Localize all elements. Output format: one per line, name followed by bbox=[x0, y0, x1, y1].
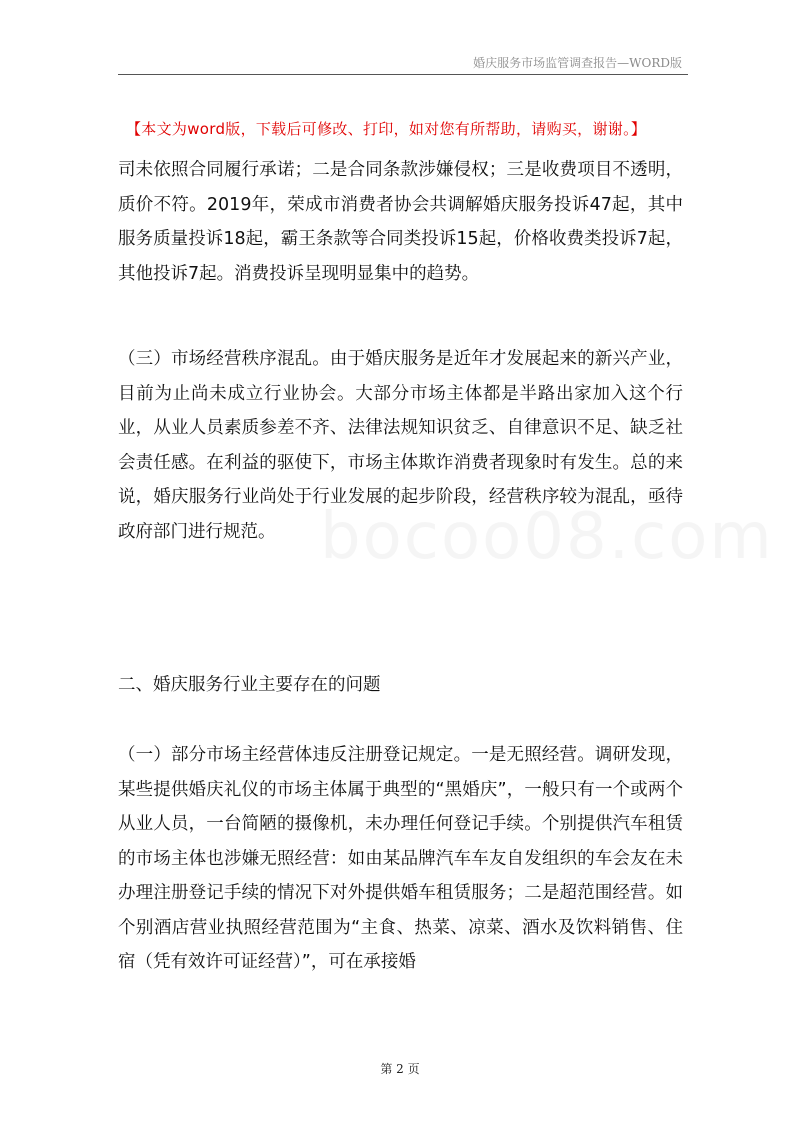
page-number: 第 2 页 bbox=[380, 1062, 420, 1076]
paragraph-market-order: （三）市场经营秩序混乱。由于婚庆服务是近年才发展起来的新兴产业，目前为止尚未成立行业协会。大部分市场主体都是半路出家加入这个行业，从业人员素质参差不齐、法律法规知识贫乏、自律意识不足、缺乏社会责任感。在利益的驱使下，市场主体欺诈消费者现象时有发生。总的来说，婚庆服务行业尚处于行业发展的起步阶段，经营秩序较为混乱，亟待政府部门进行规范。 bbox=[118, 349, 683, 542]
download-notice: 【本文为word版，下载后可修改、打印，如对您有所帮助，请购买，谢谢。】 bbox=[126, 120, 647, 138]
paragraph-registration: （一）部分市场主经营体违反注册登记规定。一是无照经营。调研发现，某些提供婚庆礼仪的市场主体属于典型的“黑婚庆”，一般只有一个或两个从业人员，一台简陋的摄像机，未办理任何登记手续。个别提供汽车租赁的市场主体也涉嫌无照经营：如由某品牌汽车车友自发组织的车会友在未办理注册登记手续的情况下对外提供婚车租赁服务；二是超范围经营。如个别酒店营业执照经营范围为“主食、热菜、凉菜、酒水及饮料销售、住宿（凭有效许可证经营）”，可在承接婚 bbox=[118, 745, 683, 972]
section-heading-problems: 二、婚庆服务行业主要存在的问题 bbox=[118, 675, 381, 695]
header-divider bbox=[118, 74, 688, 75]
watermark: bocoo08.com bbox=[320, 500, 774, 574]
running-header: 婚庆服务市场监管调查报告—WORD版 bbox=[473, 56, 682, 70]
paragraph-complaints: 司未依照合同履行承诺；二是合同条款涉嫌侵权；三是收费项目不透明，质价不符。2019年，荣成市消费者协会共调解婚庆服务投诉47起，其中服务质量投诉18起，霸王条款等合同类投诉15起，价格收费类投诉7起，其他投诉7起。消费投诉呈现明显集中的趋势。 bbox=[118, 160, 683, 284]
